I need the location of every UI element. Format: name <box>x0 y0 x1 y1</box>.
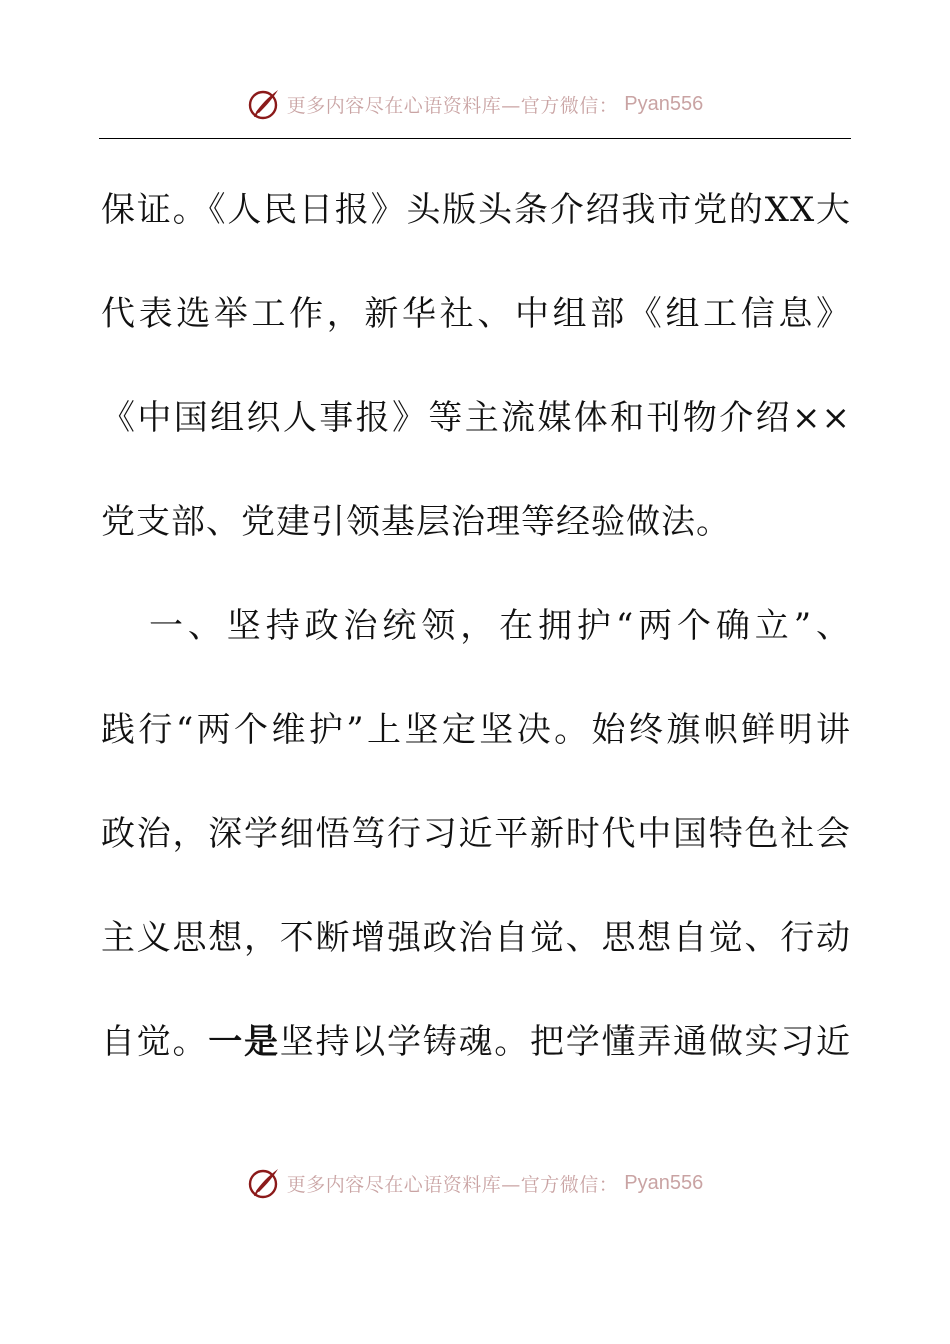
header-wechat-handle: Pyan556 <box>624 92 704 115</box>
page-header <box>0 84 950 124</box>
body-line: 践行“两个维护”上坚定坚决。始终旗帜鲜明讲 <box>101 710 851 750</box>
quill-in-circle-icon <box>247 1166 281 1200</box>
body-line: 党支部、党建引领基层治理等经验做法。 <box>101 502 731 542</box>
footer-brand-text: 更多内容尽在心语资料库—官方微信： <box>286 1173 619 1196</box>
body-line-last <box>101 990 851 1094</box>
page-footer <box>0 1163 950 1203</box>
bold-keyword: 一是 <box>208 1022 280 1062</box>
footer-wechat-handle: Pyan556 <box>624 1171 704 1194</box>
body-line: 保证。《人民日报》头版头条介绍我市党的XX大 <box>101 190 851 230</box>
document-body <box>101 158 851 1094</box>
header-brand <box>247 87 703 121</box>
quill-in-circle-icon <box>247 87 281 121</box>
body-line: 政治，深学细悟笃行习近平新时代中国特色社会 <box>101 814 851 854</box>
body-text-prefix: 自觉。 <box>101 1022 209 1062</box>
body-line: 《中国组织人事报》等主流媒体和刊物介绍×× <box>101 398 851 438</box>
body-line: 代表选举工作，新华社、中组部《组工信息》 <box>101 294 851 334</box>
footer-brand <box>247 1166 703 1200</box>
header-brand-text: 更多内容尽在心语资料库—官方微信： <box>286 94 619 117</box>
section-heading-line: 一、坚持政治统领，在拥护“两个确立”、 <box>149 606 851 646</box>
body-line: 主义思想，不断增强政治自觉、思想自觉、行动 <box>101 918 851 958</box>
header-divider <box>99 138 851 139</box>
body-text-suffix: 坚持以学铸魂。把学懂弄通做实习近 <box>279 1022 851 1062</box>
